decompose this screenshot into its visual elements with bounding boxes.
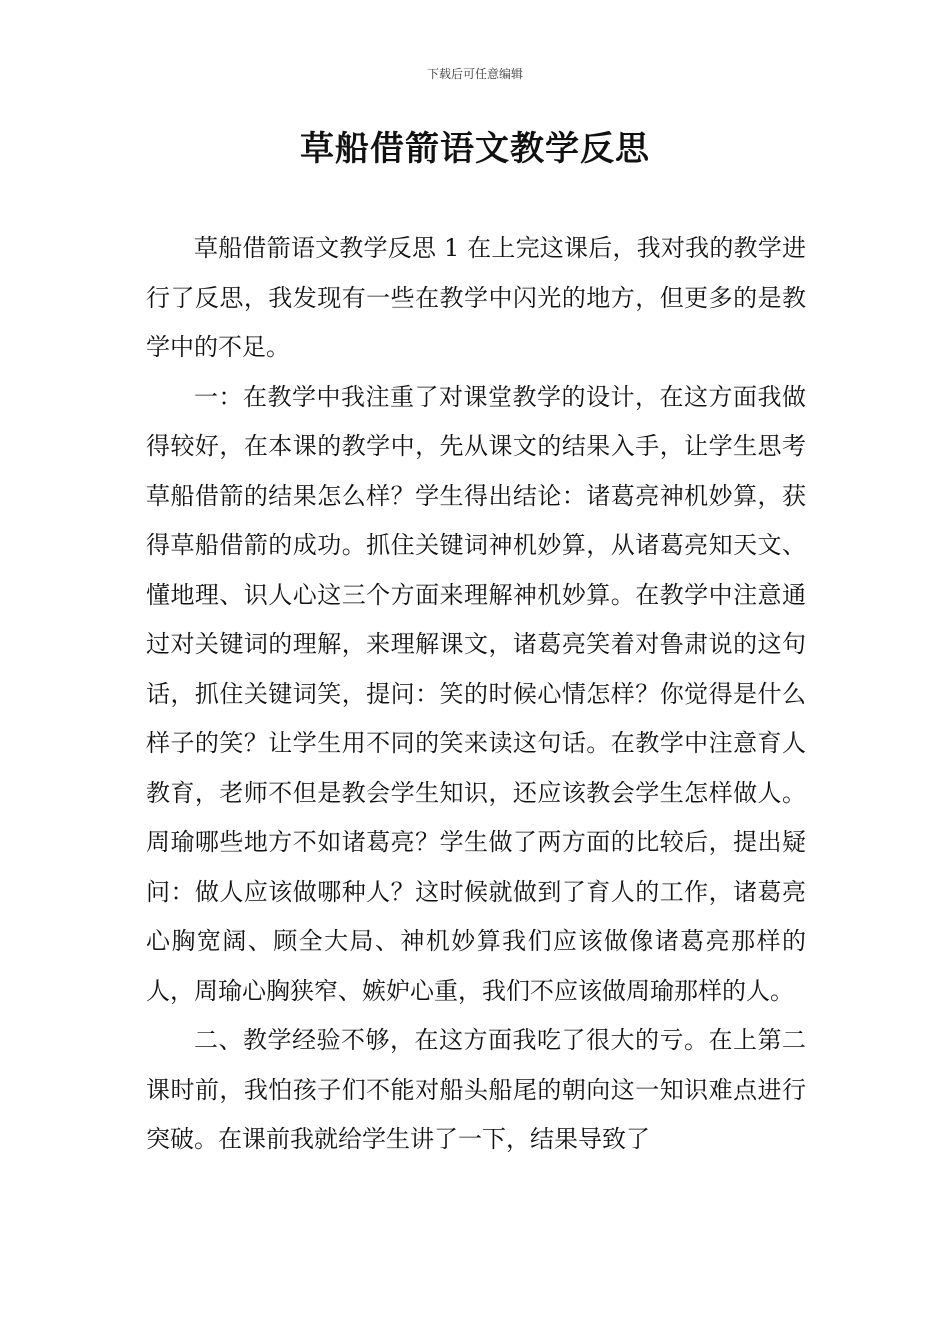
page-header-note: 下载后可任意编辑 <box>426 67 523 81</box>
document-title: 草船借箭语文教学反思 <box>300 129 650 169</box>
document-body <box>146 224 806 1165</box>
paragraph-3: 二、教学经验不够，在这方面我吃了很大的亏。在上第二课时前，我怕孩子们不能对船头船尾的朝向这一知识难点进行突破。在课前我就给学生讲了一下，结果导致了 <box>146 1026 806 1153</box>
paragraph-2: 一：在教学中我注重了对课堂教学的设计，在这方面我做得较好，在本课的教学中，先从课文的结果入手，让学生思考草船借箭的结果怎么样？学生得出结论：诸葛亮神机妙算，获得草船借箭的成功。抓住关键词神机妙算，从诸葛亮知天文、懂地理、识人心这三个方面来理解神机妙算。在教学中注意通过对关键词的理解，来理解课文，诸葛亮笑着对鲁肃说的这句话，抓住关键词笑，提问：笑的时候心情怎样？你觉得是什么样子的笑？让学生用不同的笑来读这句话。在教学中注意育人教育，老师不但是教会学生知识，还应该教会学生怎样做人。周瑜哪些地方不如诸葛亮？学生做了两方面的比较后，提出疑问：做人应该做哪种人？这时候就做到了育人的工作，诸葛亮心胸宽阔、顾全大局、神机妙算我们应该做像诸葛亮那样的人，周瑜心胸狭窄、嫉妒心重，我们不应该做周瑜那样的人。 <box>146 382 806 1005</box>
paragraph-1: 草船借箭语文教学反思 1 在上完这课后，我对我的教学进行了反思，我发现有一些在教学中闪光的地方，但更多的是教学中的不足。 <box>146 234 806 361</box>
